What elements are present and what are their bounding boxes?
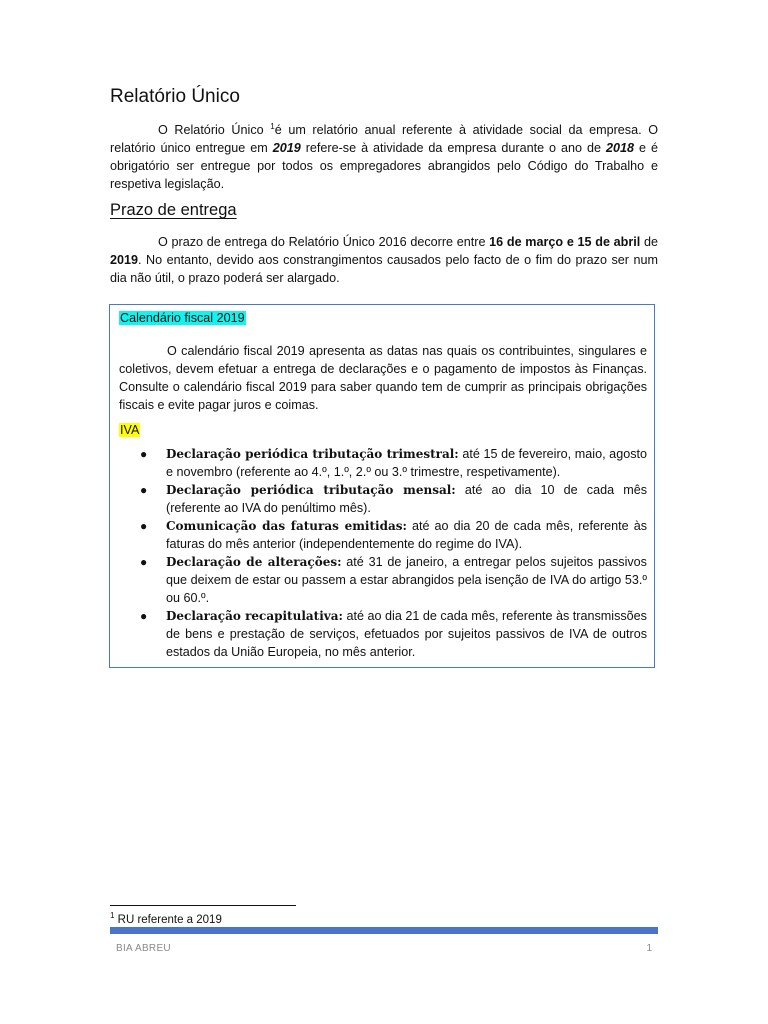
iva-obligations-list xyxy=(119,445,647,661)
intro-year-2018: 2018 xyxy=(606,141,635,155)
bullet-icon: ● xyxy=(140,447,148,461)
list-item-term: Declaração de alterações: xyxy=(166,555,342,569)
bullet-icon: ● xyxy=(140,609,148,623)
deadline-paragraph xyxy=(110,233,658,287)
footnote-number: 1 xyxy=(110,911,115,920)
list-item-text: até ao dia 20 de cada mês, referente às faturas do mês anterior (independentemente do regime do IVA). xyxy=(166,519,647,551)
bullet-icon: ● xyxy=(140,555,148,569)
fiscal-calendar-box xyxy=(109,304,655,668)
list-item-term: Declaração periódica tributação mensal: xyxy=(166,483,456,497)
footnote-divider xyxy=(110,905,296,906)
footnote xyxy=(110,911,222,926)
list-item-text: até 15 de fevereiro, maio, agosto e novembro (referente ao 4.º, 1.º, 2.º ou 3.º trimestre, respetivamente). xyxy=(166,447,647,479)
footer-bar xyxy=(110,927,658,934)
list-item xyxy=(119,607,647,661)
list-item-text: até 31 de janeiro, a entregar pelos sujeitos passivos que deixem de estar ou passem a estar abrangidos pela isenção de IVA do artigo 53.º ou 60.º. xyxy=(166,555,647,605)
footnote-text: RU referente a 2019 xyxy=(114,913,222,926)
fiscal-calendar-paragraph: O calendário fiscal 2019 apresenta as datas nas quais os contribuintes, singulares e coletivos, devem efetuar a entrega de declarações e o pagamento de impostos às Finanças. Consulte o calendário fiscal 2019 para saber quando tem de cumprir as principais obrigações fiscais e evite pagar juros e coimas. xyxy=(119,344,647,412)
iva-subtitle xyxy=(119,421,647,439)
iva-subtitle-text: IVA xyxy=(120,423,140,437)
footer-author: BIA ABREU xyxy=(116,943,171,954)
deadline-dates: 16 de março e 15 de abril xyxy=(489,235,641,249)
list-item xyxy=(119,553,647,607)
deadline-text-c: . No entanto, devido aos constrangimentos causados pelo facto de o fim do prazo ser num dia não útil, o prazo poderá ser alargado. xyxy=(110,253,658,285)
section-title-relatorio-unico: Relatório Único xyxy=(110,86,240,107)
bullet-icon: ● xyxy=(140,519,148,533)
footnote-reference[interactable]: 1 xyxy=(270,121,275,131)
fiscal-calendar-content xyxy=(119,309,647,661)
intro-text-a: O Relatório Único xyxy=(158,123,271,137)
intro-text-b: é um relatório anual referente à atividade social da empresa. O relatório único entregue em xyxy=(110,123,659,155)
list-item-text: até ao dia 10 de cada mês (referente ao IVA do penúltimo mês). xyxy=(166,483,648,515)
deadline-text-a: O prazo de entrega do Relatório Único 2016 decorre entre xyxy=(158,235,490,249)
fiscal-calendar-title-text: Calendário fiscal 2019 xyxy=(120,311,245,325)
list-item xyxy=(119,445,647,481)
list-item-text: até ao dia 21 de cada mês, referente às transmissões de bens e prestação de serviços, efetuados por sujeitos passivos de IVA de outros estados da União Europeia, no mês anterior. xyxy=(166,609,647,659)
list-item xyxy=(119,481,647,517)
deadline-year: 2019 xyxy=(110,253,139,267)
fiscal-calendar-title xyxy=(119,309,647,327)
intro-paragraph xyxy=(110,121,658,193)
bullet-icon: ● xyxy=(140,483,148,497)
intro-year-2019: 2019 xyxy=(272,141,301,155)
section-title-prazo-de-entrega: Prazo de entrega xyxy=(110,201,237,219)
page-number: 1 xyxy=(646,943,652,954)
intro-text-d: e é obrigatório ser entregue por todos os empregadores abrangidos pelo Código do Trabalho e respetiva legislação. xyxy=(110,141,658,191)
list-item xyxy=(119,517,647,553)
list-item-term: Declaração periódica tributação trimestral: xyxy=(166,447,459,461)
list-item-term: Declaração recapitulativa: xyxy=(166,609,343,623)
deadline-text-b: de xyxy=(640,235,658,249)
intro-text-c: refere-se à atividade da empresa durante o ano de xyxy=(300,141,606,155)
list-item-term: Comunicação das faturas emitidas: xyxy=(166,519,407,533)
